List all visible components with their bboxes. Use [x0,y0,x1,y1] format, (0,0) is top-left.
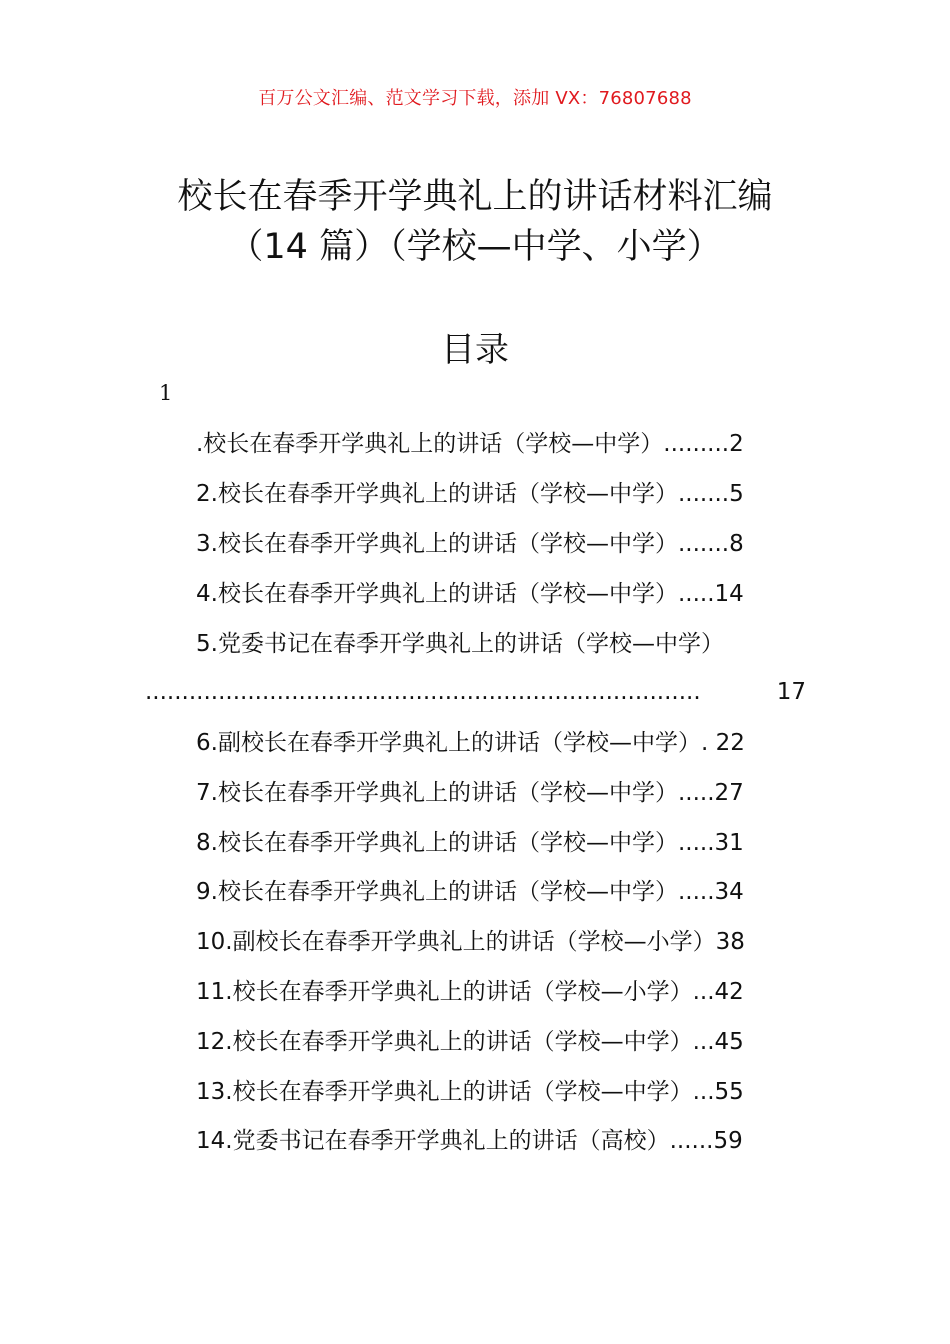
toc-entry[interactable]: 6.副校长在春季开学典礼上的讲话（学校—中学）. 22 [196,730,745,756]
toc-entry[interactable]: 9.校长在春季开学典礼上的讲话（学校—中学）.....34 [196,879,744,905]
toc-entry[interactable]: 11.校长在春季开学典礼上的讲话（学校—小学）...42 [196,979,744,1005]
toc-entry[interactable]: 12.校长在春季开学典礼上的讲话（学校—中学）...45 [196,1029,744,1055]
promo-banner: 百万公文汇编、范文学习下载，添加 VX：76807688 [258,88,692,109]
document-title-line-2: （14 篇）（学校—中学、小学） [228,227,722,267]
toc-entry[interactable]: 4.校长在春季开学典礼上的讲话（学校—中学）.....14 [196,581,744,607]
toc-entry[interactable]: 10.副校长在春季开学典礼上的讲话（学校—小学）38 [196,929,745,955]
toc-entry[interactable]: 7.校长在春季开学典礼上的讲话（学校—中学）.....27 [196,780,744,806]
toc-entry[interactable]: 3.校长在春季开学典礼上的讲话（学校—中学）.......8 [196,531,744,557]
document-title-line-1: 校长在春季开学典礼上的讲话材料汇编 [177,177,773,217]
toc-entry-continuation[interactable]: ............................................................................ 17 [145,679,806,705]
toc-entry[interactable]: .校长在春季开学典礼上的讲话（学校—中学）.........2 [196,431,744,457]
toc-heading: 目录 [441,330,509,370]
toc-first-number: 1 [159,381,173,405]
toc-entry[interactable]: 5.党委书记在春季开学典礼上的讲话（学校—中学） [196,631,724,657]
toc-entry[interactable]: 13.校长在春季开学典礼上的讲话（学校—中学）...55 [196,1079,744,1105]
toc-entry[interactable]: 8.校长在春季开学典礼上的讲话（学校—中学）.....31 [196,830,744,856]
toc-entry[interactable]: 14.党委书记在春季开学典礼上的讲话（高校）......59 [196,1128,743,1154]
toc-entry[interactable]: 2.校长在春季开学典礼上的讲话（学校—中学）.......5 [196,481,744,507]
